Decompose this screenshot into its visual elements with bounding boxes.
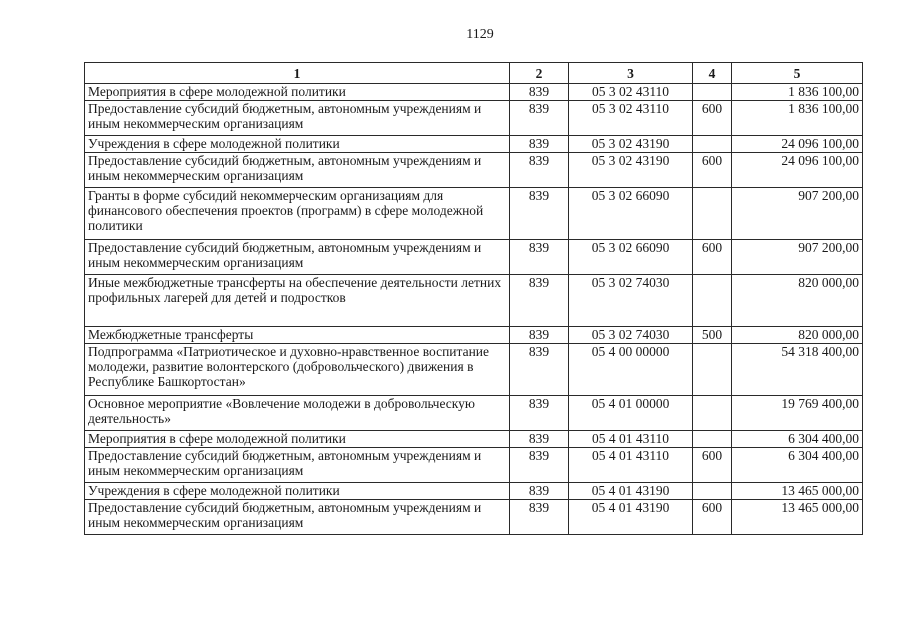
row-chapter: 839 <box>510 153 569 188</box>
table-row <box>85 153 863 188</box>
row-amount: 820 000,00 <box>732 327 863 344</box>
row-code: 05 3 02 43190 <box>569 136 693 153</box>
row-code: 05 3 02 43110 <box>569 101 693 136</box>
row-amount: 907 200,00 <box>732 188 863 240</box>
row-chapter: 839 <box>510 500 569 535</box>
row-code: 05 3 02 74030 <box>569 275 693 327</box>
row-name: Предоставление субсидий бюджетным, автономным учреждениям и иным некоммерческим организациям <box>85 101 510 136</box>
row-name: Учреждения в сфере молодежной политики <box>85 483 510 500</box>
row-chapter: 839 <box>510 101 569 136</box>
row-code: 05 4 00 00000 <box>569 344 693 396</box>
table-row <box>85 101 863 136</box>
row-type <box>693 344 732 396</box>
row-type: 600 <box>693 101 732 136</box>
row-code: 05 4 01 43190 <box>569 500 693 535</box>
row-type <box>693 136 732 153</box>
row-chapter: 839 <box>510 431 569 448</box>
header-col-5: 5 <box>732 63 863 84</box>
row-chapter: 839 <box>510 136 569 153</box>
row-type: 500 <box>693 327 732 344</box>
table-row <box>85 136 863 153</box>
row-code: 05 3 02 43110 <box>569 84 693 101</box>
row-type: 600 <box>693 153 732 188</box>
header-col-1: 1 <box>85 63 510 84</box>
row-code: 05 4 01 43110 <box>569 431 693 448</box>
row-type <box>693 396 732 431</box>
table-body <box>85 84 863 535</box>
row-name: Предоставление субсидий бюджетным, автономным учреждениям и иным некоммерческим организациям <box>85 153 510 188</box>
row-amount: 6 304 400,00 <box>732 431 863 448</box>
row-name: Предоставление субсидий бюджетным, автономным учреждениям и иным некоммерческим организациям <box>85 240 510 275</box>
table-row <box>85 500 863 535</box>
table-row <box>85 275 863 327</box>
table-row <box>85 396 863 431</box>
row-type <box>693 483 732 500</box>
table-row <box>85 240 863 275</box>
header-col-2: 2 <box>510 63 569 84</box>
table-row <box>85 483 863 500</box>
row-name: Межбюджетные трансферты <box>85 327 510 344</box>
row-type <box>693 431 732 448</box>
row-amount: 1 836 100,00 <box>732 101 863 136</box>
row-code: 05 4 01 43190 <box>569 483 693 500</box>
row-name: Предоставление субсидий бюджетным, автономным учреждениям и иным некоммерческим организациям <box>85 500 510 535</box>
row-chapter: 839 <box>510 396 569 431</box>
row-code: 05 3 02 43190 <box>569 153 693 188</box>
row-code: 05 3 02 66090 <box>569 240 693 275</box>
table-row <box>85 431 863 448</box>
table-row <box>85 188 863 240</box>
row-amount: 24 096 100,00 <box>732 136 863 153</box>
row-name: Мероприятия в сфере молодежной политики <box>85 84 510 101</box>
row-code: 05 4 01 00000 <box>569 396 693 431</box>
row-name: Подпрограмма «Патриотическое и духовно-нравственное воспитание молодежи, развитие волонтерского (добровольческого) движения в Республике Башкортостан» <box>85 344 510 396</box>
row-chapter: 839 <box>510 188 569 240</box>
row-amount: 24 096 100,00 <box>732 153 863 188</box>
row-amount: 54 318 400,00 <box>732 344 863 396</box>
table-row <box>85 448 863 483</box>
budget-table <box>84 62 863 535</box>
row-type <box>693 84 732 101</box>
row-code: 05 3 02 74030 <box>569 327 693 344</box>
row-name: Учреждения в сфере молодежной политики <box>85 136 510 153</box>
row-name: Иные межбюджетные трансферты на обеспечение деятельности летних профильных лагерей для детей и подростков <box>85 275 510 327</box>
row-name: Мероприятия в сфере молодежной политики <box>85 431 510 448</box>
row-chapter: 839 <box>510 84 569 101</box>
header-col-4: 4 <box>693 63 732 84</box>
row-chapter: 839 <box>510 448 569 483</box>
row-amount: 907 200,00 <box>732 240 863 275</box>
table-header-row <box>85 63 863 84</box>
row-amount: 19 769 400,00 <box>732 396 863 431</box>
row-chapter: 839 <box>510 275 569 327</box>
row-name: Гранты в форме субсидий некоммерческим организациям для финансового обеспечения проектов (программ) в сфере молодежной политики <box>85 188 510 240</box>
row-type <box>693 188 732 240</box>
row-amount: 820 000,00 <box>732 275 863 327</box>
row-name: Предоставление субсидий бюджетным, автономным учреждениям и иным некоммерческим организациям <box>85 448 510 483</box>
table-row <box>85 327 863 344</box>
row-amount: 13 465 000,00 <box>732 483 863 500</box>
row-type <box>693 275 732 327</box>
row-chapter: 839 <box>510 483 569 500</box>
header-col-3: 3 <box>569 63 693 84</box>
table-row <box>85 344 863 396</box>
row-code: 05 4 01 43110 <box>569 448 693 483</box>
row-chapter: 839 <box>510 344 569 396</box>
row-type: 600 <box>693 448 732 483</box>
page-number: 1129 <box>466 27 494 42</box>
row-chapter: 839 <box>510 327 569 344</box>
row-code: 05 3 02 66090 <box>569 188 693 240</box>
row-amount: 1 836 100,00 <box>732 84 863 101</box>
row-type: 600 <box>693 500 732 535</box>
row-amount: 6 304 400,00 <box>732 448 863 483</box>
row-chapter: 839 <box>510 240 569 275</box>
row-name: Основное мероприятие «Вовлечение молодежи в добровольческую деятельность» <box>85 396 510 431</box>
table-row <box>85 84 863 101</box>
row-type: 600 <box>693 240 732 275</box>
row-amount: 13 465 000,00 <box>732 500 863 535</box>
